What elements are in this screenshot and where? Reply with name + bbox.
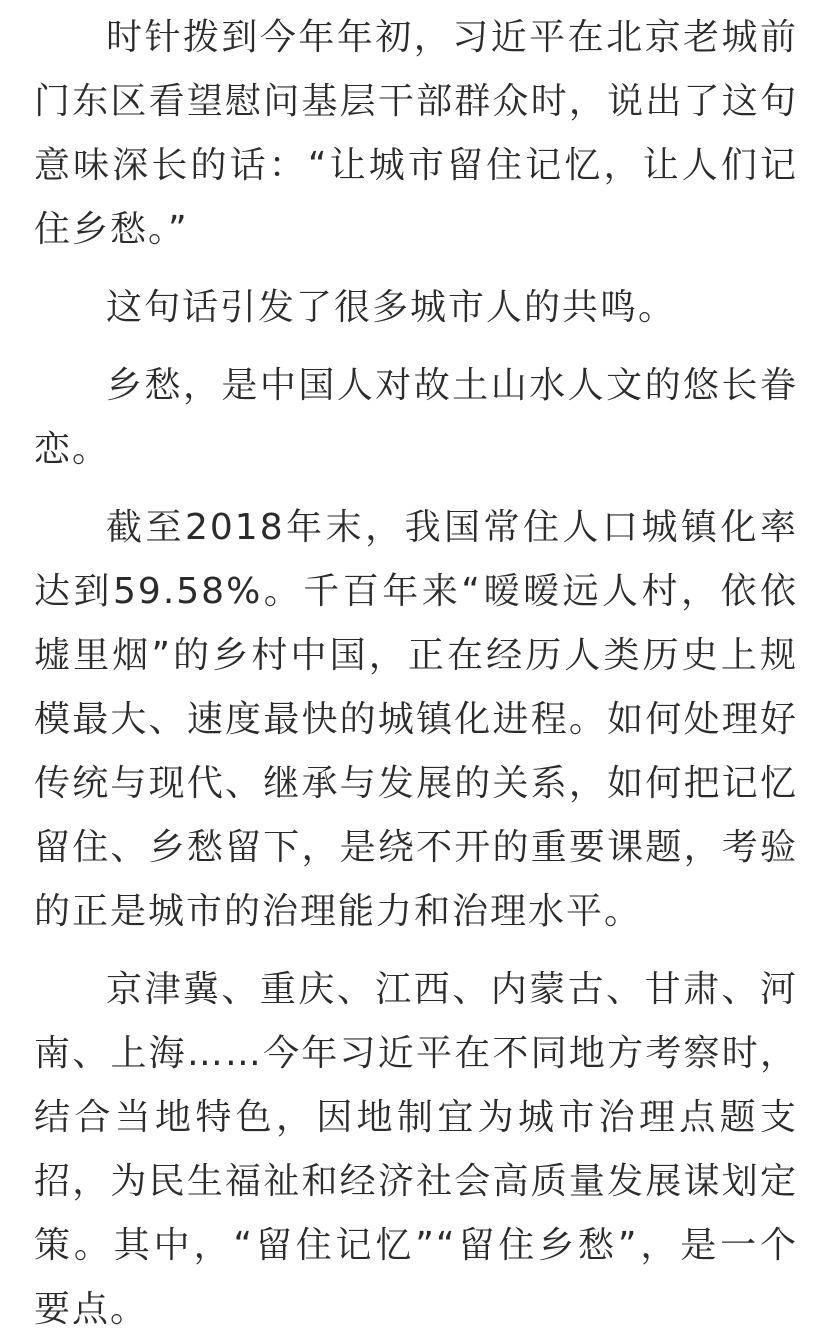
- paragraph-urbanization: 截至2018年末，我国常住人口城镇化率达到59.58%。千百年来“暧暧远人村，依依墟里烟”的乡村中国，正在经历人类历史上规模最大、速度最快的城镇化进程。如何处理好传统与现代、继承与发展的关系，如何把记忆留住、乡愁留下，是绕不开的重要课题，考验的正是城市的治理能力和治理水平。: [34, 507, 798, 932]
- paragraph-inspections: 京津冀、重庆、江西、内蒙古、甘肃、河南、上海……今年习近平在不同地方考察时，结合当地特色，因地制宜为城市治理点题支招，为民生福祉和经济社会高质量发展谋划定策。其中，“留住记忆”“留住乡愁”，是一个要点。: [34, 969, 798, 1330]
- paragraph-quote: 时针拨到今年年初，习近平在北京老城前门东区看望慰问基层干部群众时，说出了这句意味深长的话：“让城市留住记忆，让人们记住乡愁。”: [34, 17, 798, 250]
- paragraph-nostalgia: 乡愁，是中国人对故土山水人文的悠长眷恋。: [34, 365, 798, 470]
- paragraph-resonance: 这句话引发了很多城市人的共鸣。: [106, 287, 677, 328]
- article-body: [34, 0, 798, 1342]
